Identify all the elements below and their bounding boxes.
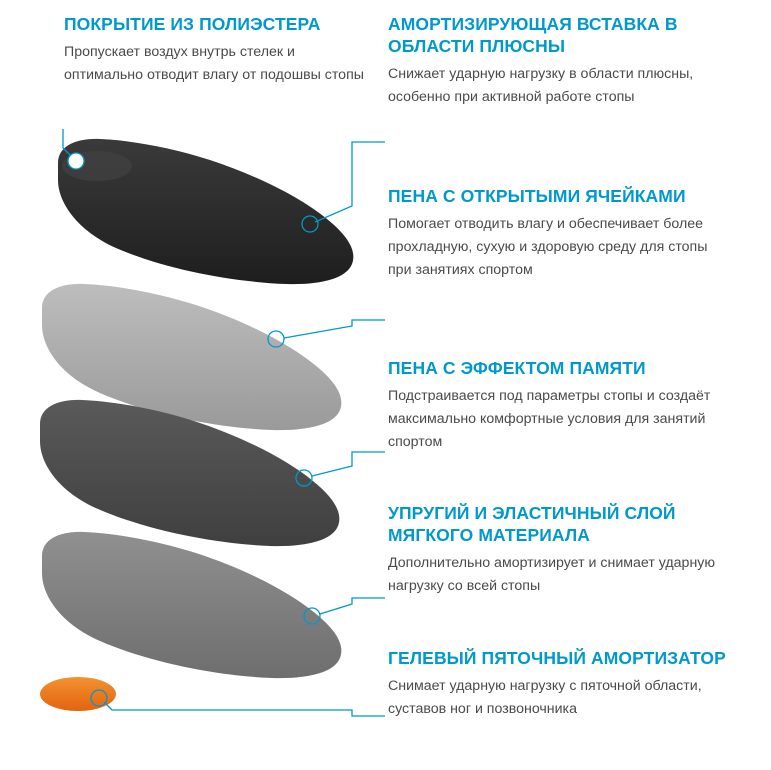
callout-elastic-soft-layer	[388, 503, 743, 598]
callout-title: ПОКРЫТИЕ ИЗ ПОЛИЭСТЕРА	[64, 14, 321, 34]
insole-layer-black	[58, 139, 353, 284]
insole-layer-mid-gray	[42, 532, 341, 678]
callout-metatarsal-cushion	[388, 14, 748, 109]
callout-body: Дополнительно амортизирует и снимает ударную нагрузку со всей стопы	[388, 554, 716, 594]
gel-heel-pad-shape	[40, 677, 116, 711]
callout-title: УПРУГИЙ И ЭЛАСТИЧНЫЙ СЛОЙ МЯГКОГО МАТЕРИАЛА	[388, 503, 676, 545]
callout-body: Снимает ударную нагрузку с пяточной области, суставов ног и позвоночника	[388, 677, 702, 717]
callout-memory-foam	[388, 358, 728, 454]
callout-body: Пропускает воздух внутрь стелек и оптимально отводит влагу от подошвы стопы	[64, 43, 364, 83]
callout-body: Подстраивается под параметры стопы и создаёт максимально комфортные условия для занятий спортом	[388, 387, 711, 450]
callout-title: ПЕНА С ЭФФЕКТОМ ПАМЯТИ	[388, 358, 646, 378]
callout-body: Помогает отводить влагу и обеспечивает более прохладную, сухую и здоровую среду для стопы при занятиях спортом	[388, 215, 708, 278]
callout-body: Снижает ударную нагрузку в области плюсны, особенно при активной работе стопы	[388, 65, 694, 105]
callout-open-cell-foam	[388, 186, 728, 282]
callout-gel-heel-pad	[388, 648, 758, 721]
callout-title: ГЕЛЕВЫЙ ПЯТОЧНЫЙ АМОРТИЗАТОР	[388, 648, 726, 668]
callout-polyester-cover	[64, 14, 369, 87]
callout-title: АМОРТИЗИРУЮЩАЯ ВСТАВКА В ОБЛАСТИ ПЛЮСНЫ	[388, 14, 678, 56]
callout-title: ПЕНА С ОТКРЫТЫМИ ЯЧЕЙКАМИ	[388, 186, 686, 206]
